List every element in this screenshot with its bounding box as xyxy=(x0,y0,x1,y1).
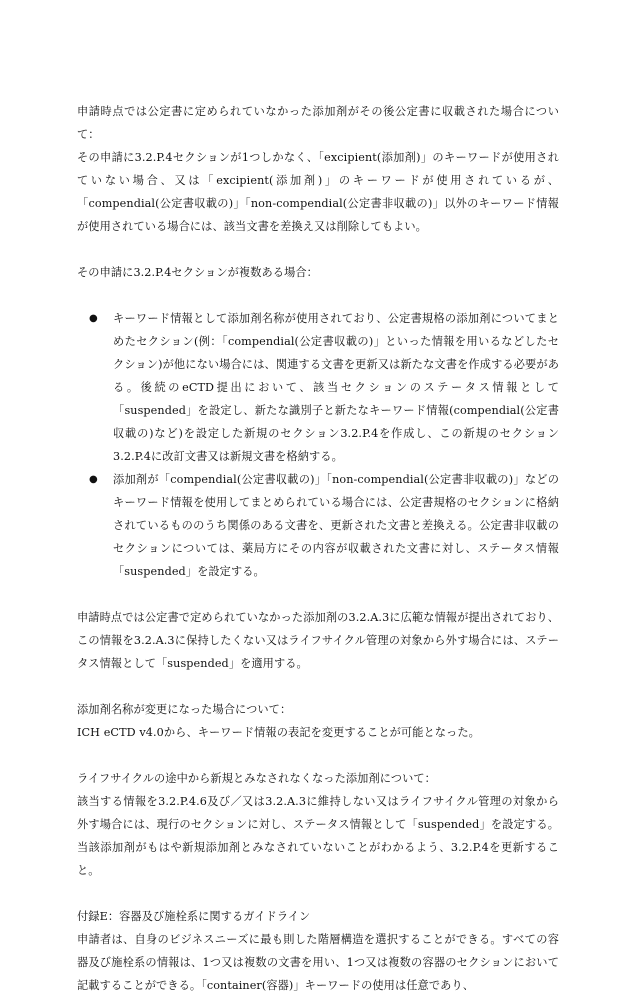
spacer xyxy=(77,882,559,905)
spacer xyxy=(77,284,559,307)
document-page xyxy=(77,100,559,997)
bullet-icon: ● xyxy=(89,474,98,485)
excipient-name-change-heading: 添加剤名称が変更になった場合について： xyxy=(77,703,292,716)
list-item-text: 添加剤が「compendial(公定書収載の)」「non-compendial(公定書非収載の)」などのキーワード情報を使用してまとめられている場合には、公定書規格のセクションに格納されているもののうち関係のある文書を、更新された文書と差換える。公定書非収載のセクションについては、薬局方にその内容が収載された文書に対し、ステータス情報「suspended」を設定する。 xyxy=(113,473,559,578)
list-item xyxy=(89,468,559,583)
appendix-e-heading: 付録E：容器及び施栓系に関するガイドライン xyxy=(77,910,311,923)
spacer xyxy=(77,238,559,261)
bullet-icon: ● xyxy=(89,313,98,324)
excipient-compendial-body: その申請に3.2.P.4セクションが1つしかなく、「excipient(添加剤)」のキーワードが使用されていない場合、又は「excipient(添加剤)」のキーワードが使用されているが、「compendial(公定書収載の)」「non-compendial(公定書非収載の)」以外のキーワード情報が使用されている場合には、該当文書を差換え又は削除してもよい。 xyxy=(77,151,559,233)
spacer xyxy=(77,744,559,767)
multiple-sections-list xyxy=(77,307,559,583)
suspended-3-2-a-3-paragraph: 申請時点では公定書で定められていなかった添加剤の3.2.A.3に広範な情報が提出されており、この情報を3.2.A.3に保持したくない又はライフサイクル管理の対象から外す場合には、ステータス情報として「suspended」を適用する。 xyxy=(77,611,559,670)
spacer xyxy=(77,583,559,606)
spacer xyxy=(77,675,559,698)
multiple-sections-heading: その申請に3.2.P.4セクションが複数ある場合： xyxy=(77,266,318,279)
list-item xyxy=(89,307,559,468)
no-longer-novel-heading: ライフサイクルの途中から新規とみなされなくなった添加剤について： xyxy=(77,772,436,785)
excipient-name-change-body: ICH eCTD v4.0から、キーワード情報の表記を変更することが可能となった。 xyxy=(77,726,480,739)
excipient-compendial-heading: 申請時点では公定書に定められていなかった添加剤がその後公定書に収載された場合について： xyxy=(77,105,559,141)
appendix-e-body: 申請者は、自身のビジネスニーズに最も則した階層構造を選択することができる。すべての容器及び施栓系の情報は、1つ又は複数の文書を用い、1つ又は複数の容器のセクションにおいて記載することができる。「container(容器)」キーワードの使用は任意であり、 xyxy=(77,933,559,992)
list-item-text: キーワード情報として添加剤名称が使用されており、公定書規格の添加剤についてまとめたセクション(例：「compendial(公定書収載の)」といった情報を用いるなどしたセクション)が他にない場合には、関連する文書を更新又は新たな文書を作成する必要がある。後続のeCTD提出において、該当セクションのステータス情報として「suspended」を設定し、新たな識別子と新たなキーワード情報(compendial(公定書収載の)など)を設定した新規のセクション3.2.P.4を作成し、この新規のセクション3.2.P.4に改訂文書又は新規文書を格納する。 xyxy=(113,312,559,463)
no-longer-novel-body: 該当する情報を3.2.P.4.6及び／又は3.2.A.3に維持しない又はライフサイクル管理の対象から外す場合には、現行のセクションに対し、ステータス情報として「suspended」を設定する。当該添加剤がもはや新規添加剤とみなされていないことがわかるよう、3.2.P.4を更新すること。 xyxy=(77,795,559,877)
